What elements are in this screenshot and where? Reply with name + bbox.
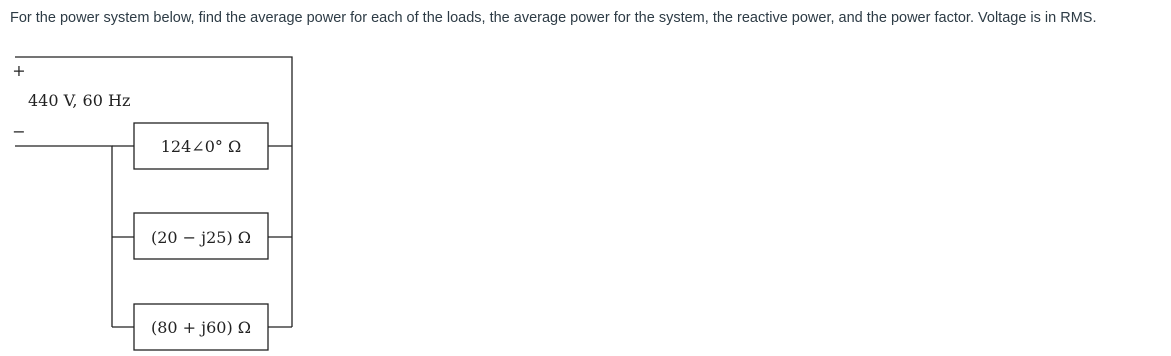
load-1-label: 124∠0° Ω: [160, 137, 242, 156]
bottom-wire: [15, 146, 112, 327]
question-text: For the power system below, find the average power for each of the loads, the average power for the system, the reactive power, and the power factor. Voltage is in RMS.: [10, 10, 1097, 26]
source-plus-terminal: +: [12, 61, 26, 80]
source-minus-terminal: −: [12, 122, 26, 141]
load-2-label: (20 − j25) Ω: [150, 228, 252, 247]
source-label: 440 V, 60 Hz: [28, 91, 131, 110]
load-3-label: (80 + j60) Ω: [150, 318, 252, 337]
